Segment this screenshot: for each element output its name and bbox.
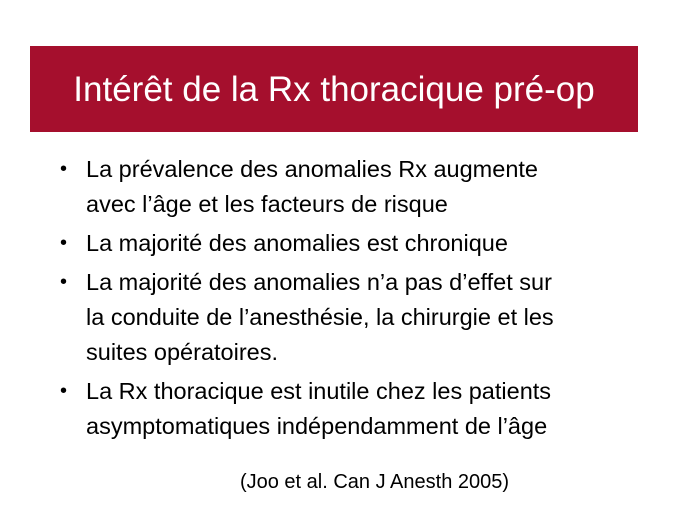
- bullet-item: [60, 265, 660, 370]
- bullet-text: La majorité des anomalies n’a pas d’effet sur la conduite de l’anesthésie, la chirurgie et les suites opératoires.: [86, 269, 554, 365]
- bullet-list: [60, 152, 660, 448]
- bullet-item: [60, 152, 660, 222]
- slide-title-bar: [30, 46, 638, 132]
- bullet-dot-icon: •: [60, 158, 68, 180]
- citation: (Joo et al. Can J Anesth 2005): [239, 471, 510, 493]
- bullet-dot-icon: •: [60, 271, 68, 293]
- bullet-dot-icon: •: [60, 380, 68, 402]
- bullet-text: La prévalence des anomalies Rx augmente avec l’âge et les facteurs de risque: [86, 156, 538, 217]
- bullet-dot-icon: •: [60, 232, 68, 254]
- bullet-text: La Rx thoracique est inutile chez les patients asymptomatiques indépendamment de l’âge: [86, 378, 552, 439]
- bullet-item: [60, 226, 660, 261]
- bullet-text: La majorité des anomalies est chronique: [86, 230, 508, 256]
- slide-title: Intérêt de la Rx thoracique pré-op: [73, 69, 595, 109]
- bullet-item: [60, 374, 660, 444]
